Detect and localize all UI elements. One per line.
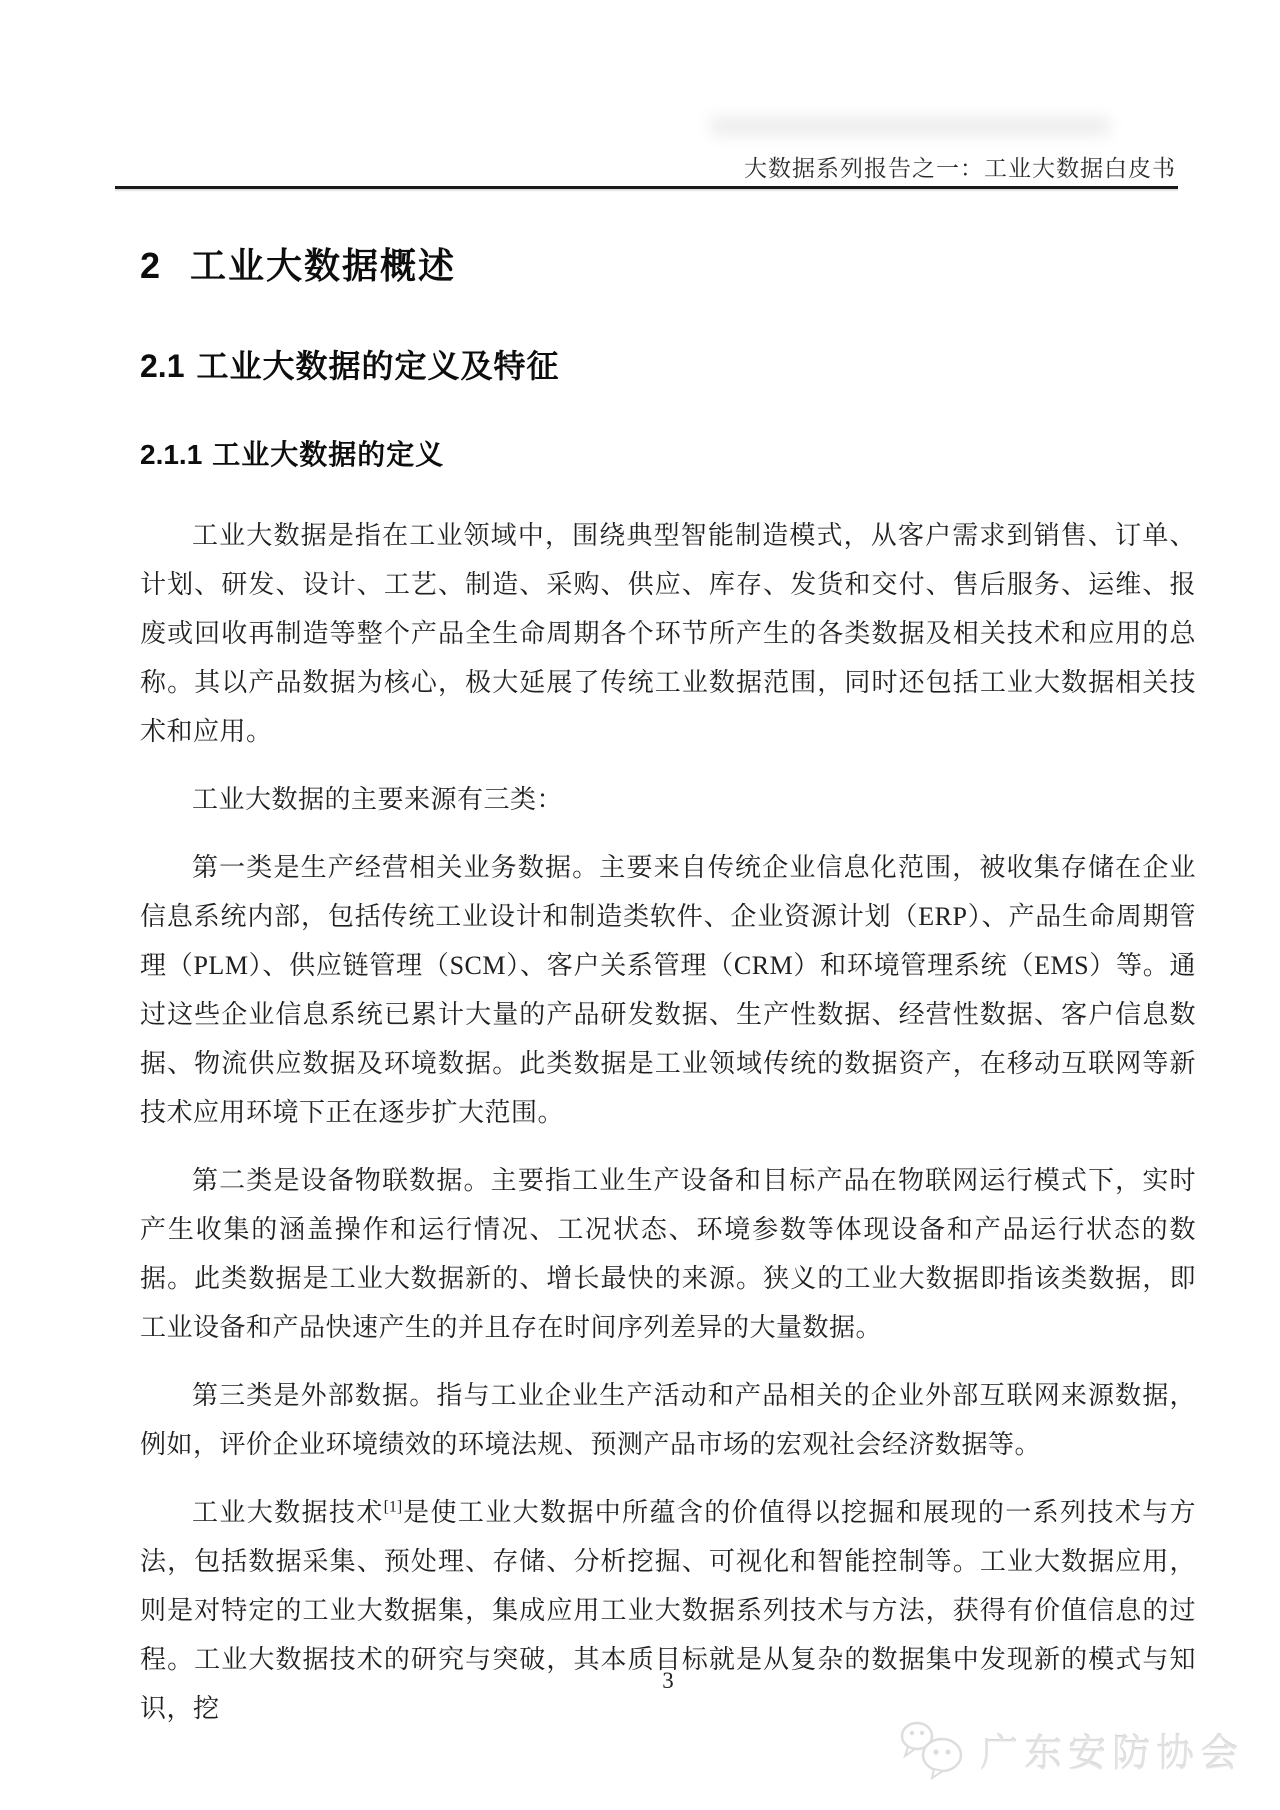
chapter-heading	[140, 238, 1196, 289]
subsection-number: 2.1.1	[140, 439, 203, 470]
footnote-reference: [1]	[383, 1498, 403, 1516]
header-rule	[115, 186, 1178, 189]
subsection-heading	[140, 433, 1196, 473]
running-header	[115, 150, 1176, 183]
chapter-number: 2	[140, 245, 161, 286]
running-header-title: 大数据系列报告之一：工业大数据白皮书	[744, 156, 1176, 181]
paragraph-technology-continuation: 是使工业大数据中所蕴含的价值得以挖掘和展现的一系列技术与方法，包括数据采集、预处理、存储、分析挖掘、可视化和智能控制等。工业大数据应用，则是对特定的工业大数据集，集成应用工业大数据系列技术与方法，获得有价值信息的过程。工业大数据技术的研究与突破，其本质目标就是从复杂的数据集中发现新的模式与知识，挖	[140, 1498, 1196, 1723]
paragraph-definition: 工业大数据是指在工业领域中，围绕典型智能制造模式，从客户需求到销售、订单、计划、研发、设计、工艺、制造、采购、供应、库存、发货和交付、售后服务、运维、报废或回收再制造等整个产品全生命周期各个环节所产生的各类数据及相关技术和应用的总称。其以产品数据为核心，极大延展了传统工业数据范围，同时还包括工业大数据相关技术和应用。	[140, 521, 1196, 746]
watermark	[896, 1718, 1244, 1780]
watermark-text: 广东安防协会	[979, 1732, 1244, 1775]
section-number: 2.1	[140, 348, 185, 384]
paragraph-source-type-1: 第一类是生产经营相关业务数据。主要来自传统企业信息化范围，被收集存储在企业信息系统内部，包括传统工业设计和制造类软件、企业资源计划（ERP）、产品生命周期管理（PLM）、供应链管理（SCM）、客户关系管理（CRM）和环境管理系统（EMS）等。通过这些企业信息系统已累计大量的产品研发数据、生产性数据、经营性数据、客户信息数据、物流供应数据及环境数据。此类数据是工业领域传统的数据资产，在移动互联网等新技术应用环境下正在逐步扩大范围。	[140, 853, 1196, 1127]
wechat-icon	[896, 1718, 968, 1780]
paragraph-sources-intro: 工业大数据的主要来源有三类：	[192, 785, 564, 814]
paragraph-source-type-2: 第二类是设备物联数据。主要指工业生产设备和目标产品在物联网运行模式下，实时产生收集的涵盖操作和运行情况、工况状态、环境参数等体现设备和产品运行状态的数据。此类数据是工业大数据新的、增长最快的来源。狭义的工业大数据即指该类数据，即工业设备和产品快速产生的并且存在时间序列差异的大量数据。	[140, 1166, 1196, 1342]
page-number: 3	[662, 1668, 674, 1693]
scan-artifact	[710, 116, 1110, 136]
chapter-title: 工业大数据概述	[190, 245, 457, 286]
subsection-title: 工业大数据的定义	[212, 439, 445, 470]
paragraph-technology-text: 工业大数据技术	[192, 1498, 384, 1527]
paragraph-source-type-3: 第三类是外部数据。指与工业企业生产活动和产品相关的企业外部互联网来源数据，例如，评价企业环境绩效的环境法规、预测产品市场的宏观社会经济数据等。	[140, 1381, 1196, 1459]
section-heading	[140, 341, 1196, 387]
section-title: 工业大数据的定义及特征	[196, 348, 560, 384]
paragraph-technology	[140, 1488, 1196, 1733]
page-content	[140, 238, 1196, 1752]
